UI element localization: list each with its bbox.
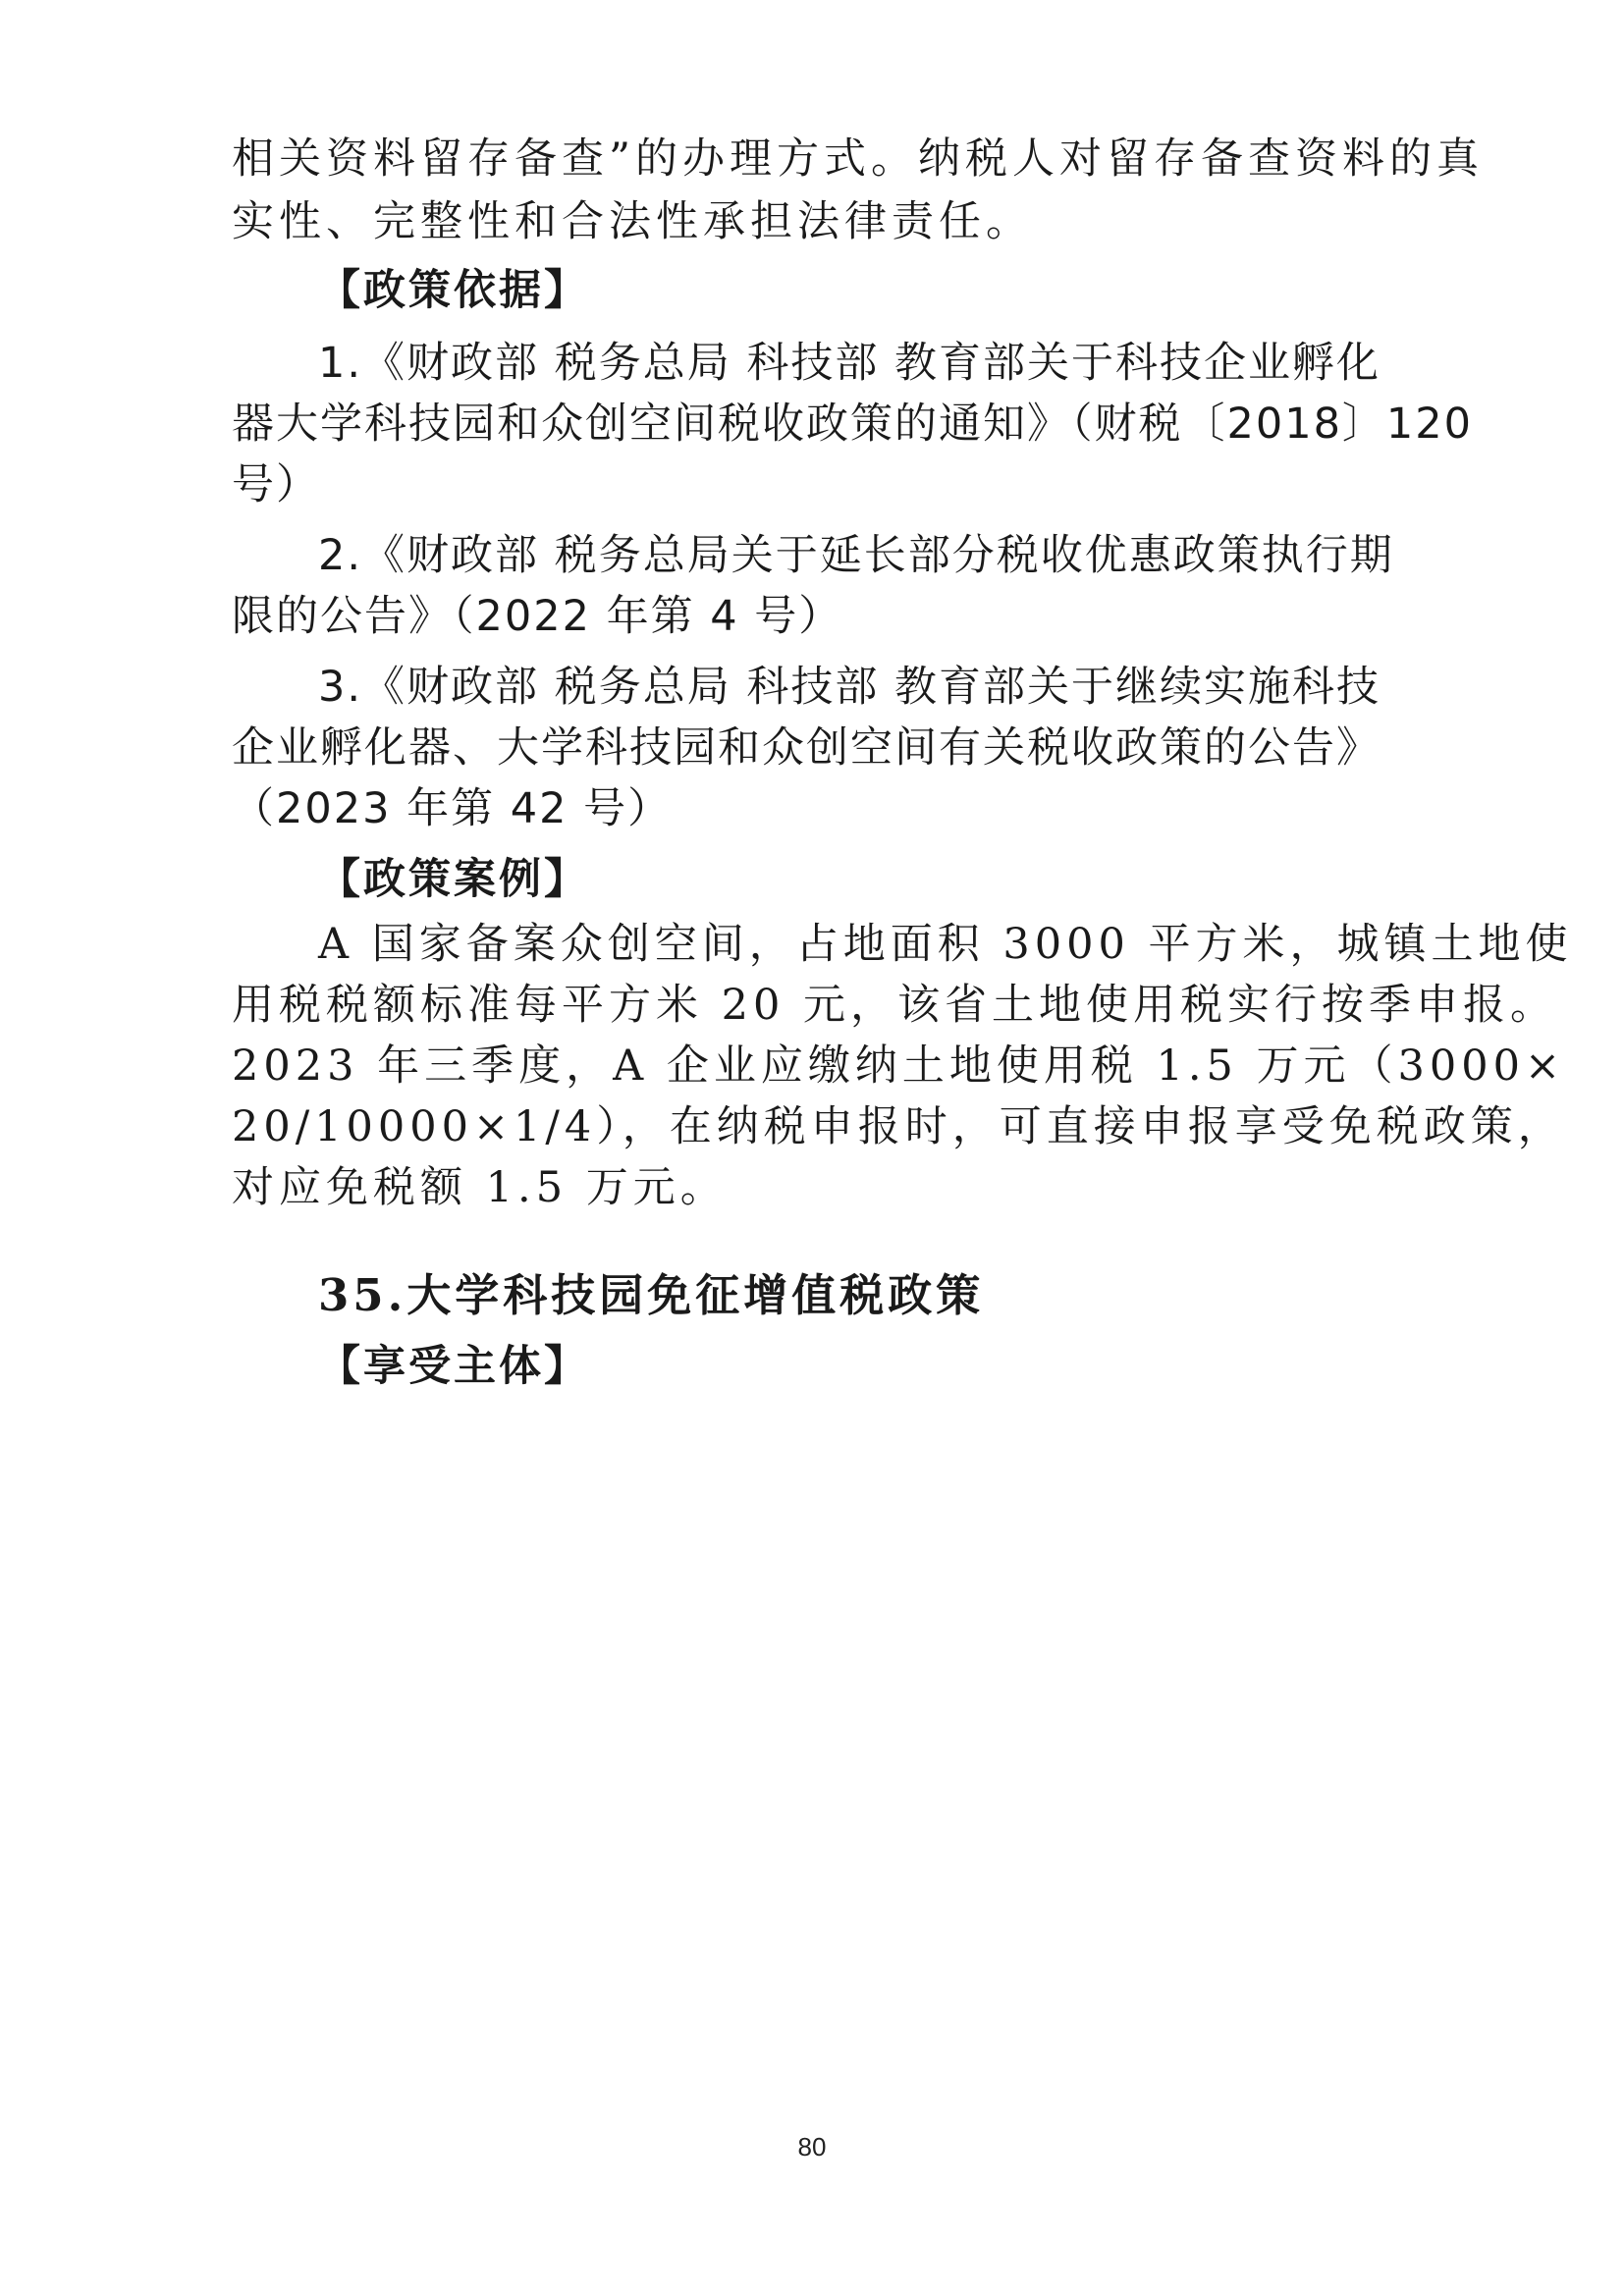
policy-basis-item-1-line-1: 1.《财政部 税务总局 科技部 教育部关于科技企业孵化 bbox=[318, 339, 1381, 388]
policy-case-line-3: 2023 年三季度，A 企业应缴纳土地使用税 1.5 万元（3000× bbox=[232, 1041, 1566, 1091]
policy-case-line-2: 用税税额标准每平方米 20 元，该省土地使用税实行按季申报。 bbox=[232, 981, 1558, 1030]
page-number: 80 bbox=[797, 2132, 827, 2162]
policy-case-line-4: 20/10000×1/4），在纳税申报时，可直接申报享受免税政策， bbox=[232, 1102, 1565, 1151]
intro-line-2: 实性、完整性和合法性承担法律责任。 bbox=[232, 197, 1033, 246]
policy-basis-item-3-line-2: 企业孵化器、大学科技园和众创空间有关税收政策的公告》 bbox=[232, 723, 1380, 773]
policy-basis-item-2-line-1: 2.《财政部 税务总局关于延长部分税收优惠政策执行期 bbox=[318, 531, 1394, 580]
policy-case-line-5: 对应免税额 1.5 万元。 bbox=[232, 1163, 728, 1212]
section-35-title: 35.大学科技园免征增值税政策 bbox=[318, 1269, 985, 1321]
policy-basis-heading: 【政策依据】 bbox=[318, 266, 589, 315]
policy-basis-item-3-line-3: （2023 年第 42 号） bbox=[232, 784, 673, 833]
policy-basis-item-1-line-2: 器大学科技园和众创空间税收政策的通知》（财税〔2018〕120 bbox=[232, 400, 1474, 449]
policy-basis-item-2-line-2: 限的公告》（2022 年第 4 号） bbox=[232, 592, 843, 641]
policy-basis-item-3-line-1: 3.《财政部 税务总局 科技部 教育部关于继续实施科技 bbox=[318, 663, 1381, 712]
intro-line-1: 相关资料留存备查”的办理方式。纳税人对留存备查资料的真 bbox=[232, 134, 1484, 184]
policy-basis-item-1-line-3: 号） bbox=[232, 460, 320, 509]
policy-case-heading: 【政策案例】 bbox=[318, 855, 589, 904]
section-35-subheading: 【享受主体】 bbox=[318, 1342, 589, 1391]
policy-case-line-1: A 国家备案众创空间，占地面积 3000 平方米，城镇土地使 bbox=[318, 920, 1573, 969]
